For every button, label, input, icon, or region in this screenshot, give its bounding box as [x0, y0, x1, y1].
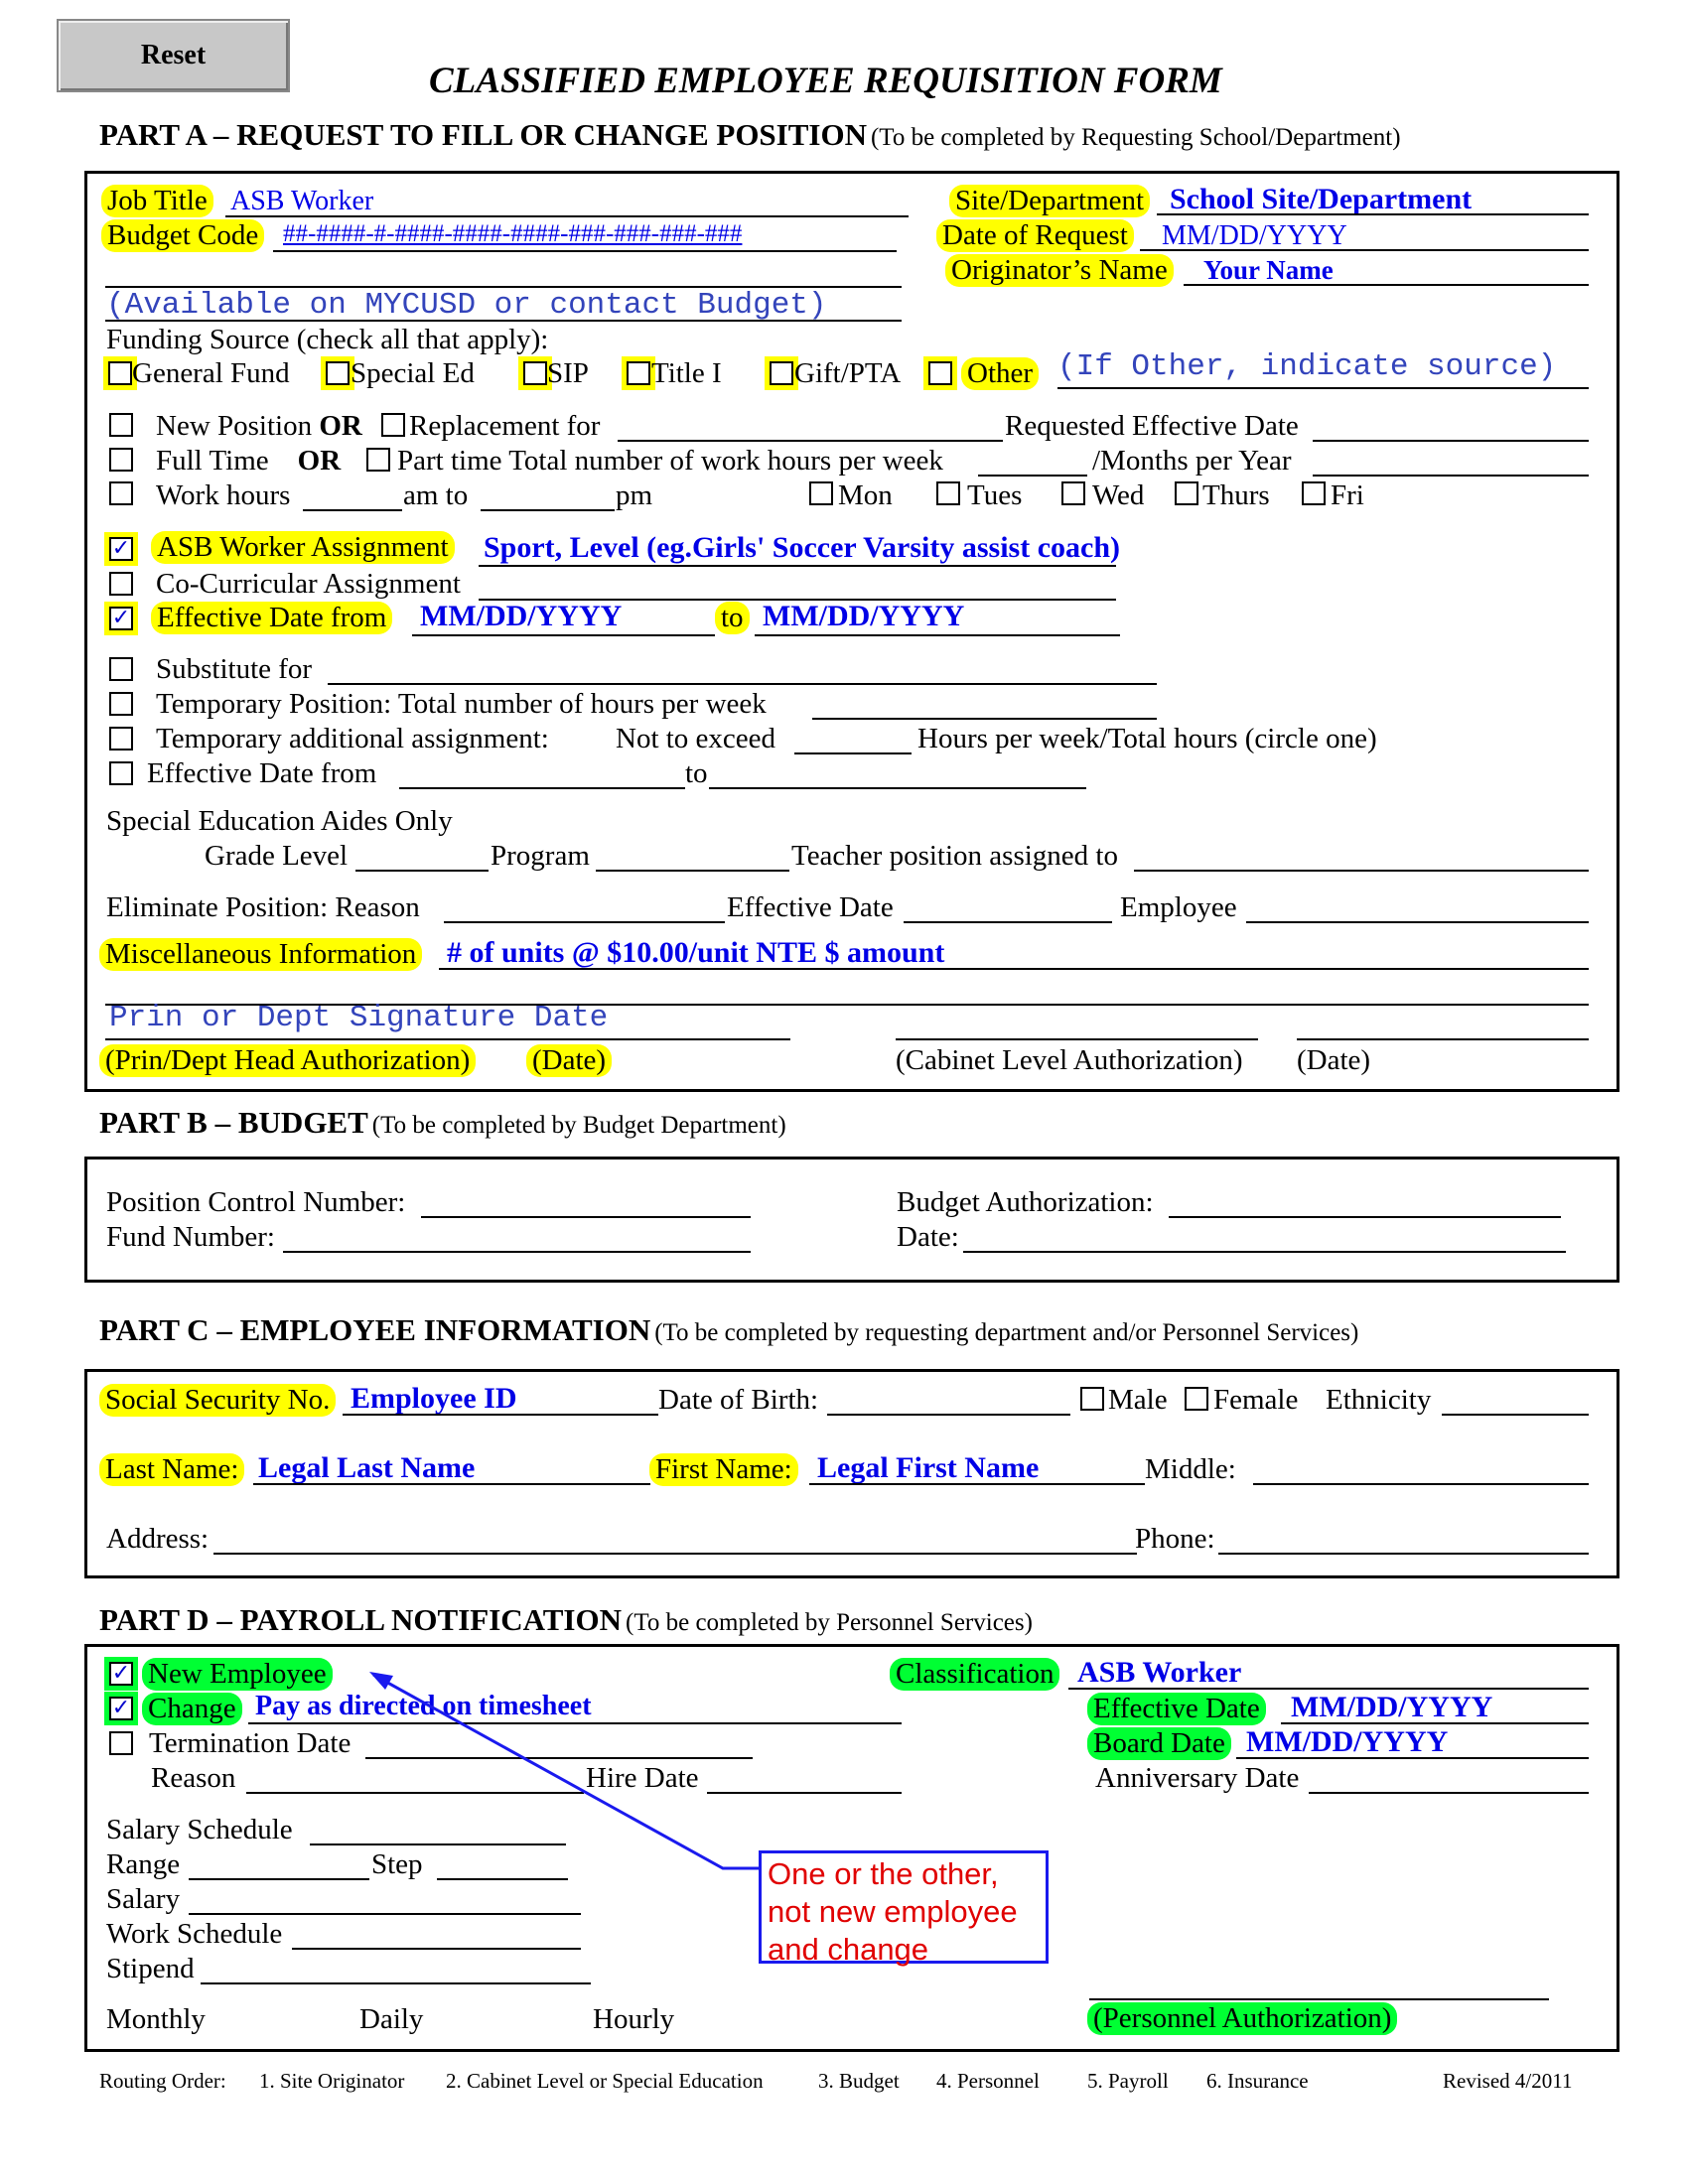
part-d-header: PART D – PAYROLL NOTIFICATION (To be completed by Personnel Services)	[99, 1602, 1033, 1637]
salary-schedule-label: Salary Schedule	[106, 1814, 293, 1845]
day-wed-label: Wed	[1092, 479, 1145, 511]
date-of-request-field[interactable]: MM/DD/YYYY	[1162, 220, 1347, 251]
effective-date-from-field[interactable]: MM/DD/YYYY	[420, 600, 623, 632]
prin-authorization-label: (Prin/Dept Head Authorization)	[99, 1044, 476, 1077]
prin-date-label: (Date)	[526, 1044, 612, 1077]
signature-hint: Prin or Dept Signature Date	[109, 1001, 609, 1035]
day-tues-label: Tues	[967, 479, 1023, 511]
grade-level-label: Grade Level	[205, 840, 349, 872]
funding-title-i-label: Title I	[651, 357, 722, 389]
monthly-label: Monthly	[106, 2003, 206, 2035]
effective-date-to-label: to	[715, 602, 750, 634]
site-department-label: Site/Department	[949, 185, 1150, 217]
male-label: Male	[1108, 1384, 1168, 1416]
first-name-label: First Name:	[649, 1453, 798, 1486]
asb-assignment-checkbox[interactable]: ✓	[109, 537, 133, 561]
job-title-label: Job Title	[101, 185, 213, 217]
funding-source-label: Funding Source (check all that apply):	[106, 324, 549, 355]
position-control-label: Position Control Number:	[106, 1186, 406, 1218]
reset-button[interactable]: Reset	[57, 19, 290, 92]
substitute-label: Substitute for	[156, 653, 313, 685]
phone-label: Phone:	[1135, 1523, 1215, 1555]
work-hours-label: Work hours	[156, 479, 291, 511]
part-a-header: PART A – REQUEST TO FILL OR CHANGE POSITION (To be completed by Requesting School/Department)	[99, 117, 1401, 152]
hourly-label: Hourly	[593, 2003, 675, 2035]
other-source-field[interactable]: (If Other, indicate source)	[1057, 349, 1557, 384]
co-curricular-label: Co-Curricular Assignment	[156, 568, 461, 600]
site-department-field[interactable]: School Site/Department	[1170, 183, 1473, 215]
funding-sip-label: SIP	[547, 357, 589, 389]
originator-name-field[interactable]: Your Name	[1203, 255, 1334, 285]
cabinet-date-label: (Date)	[1297, 1044, 1371, 1076]
board-date-label: Board Date	[1087, 1727, 1231, 1760]
board-date-field[interactable]: MM/DD/YYYY	[1246, 1725, 1449, 1758]
hire-date-label: Hire Date	[586, 1762, 699, 1794]
form-title: CLASSIFIED EMPLOYEE REQUISITION FORM	[429, 61, 1222, 101]
hours-circle-label: Hours per week/Total hours (circle one)	[917, 723, 1377, 754]
range-label: Range	[106, 1848, 181, 1880]
budget-code-label: Budget Code	[101, 219, 264, 252]
part-time-label: Part time Total number of work hours per week	[397, 445, 943, 477]
first-name-field[interactable]: Legal First Name	[817, 1451, 1040, 1484]
effective-date-from-label: Effective Date from	[151, 602, 392, 634]
cabinet-authorization-label: (Cabinet Level Authorization)	[896, 1044, 1243, 1076]
misc-info-label: Miscellaneous Information	[99, 938, 422, 971]
originator-name-label: Originator’s Name	[945, 254, 1174, 287]
step-label: Step	[371, 1848, 423, 1880]
last-name-field[interactable]: Legal Last Name	[258, 1451, 476, 1484]
effective-date-d-field[interactable]: MM/DD/YYYY	[1291, 1691, 1493, 1723]
classification-field[interactable]: ASB Worker	[1077, 1656, 1242, 1689]
effective-date-checkbox[interactable]: ✓	[109, 607, 133, 630]
routing-step-6: 6. Insurance	[1206, 2069, 1309, 2093]
effective-date-to-field[interactable]: MM/DD/YYYY	[763, 600, 965, 632]
annotation-note: One or the other, not new employee and change	[759, 1850, 1049, 1964]
new-position-label: New Position OR	[156, 410, 362, 442]
salary-label: Salary	[106, 1883, 181, 1915]
effective-date-2-label: Effective Date from	[147, 757, 377, 789]
change-checkbox[interactable]: ✓	[109, 1697, 133, 1720]
budget-authorization-label: Budget Authorization:	[897, 1186, 1154, 1218]
part-b-header: PART B – BUDGET (To be completed by Budget Department)	[99, 1105, 786, 1140]
funding-other-label: Other	[961, 357, 1039, 390]
eliminate-effective-date-label: Effective Date	[727, 891, 894, 923]
revised-date: Revised 4/2011	[1443, 2069, 1573, 2093]
female-label: Female	[1213, 1384, 1299, 1416]
stipend-label: Stipend	[106, 1953, 195, 1984]
funding-gift-pta-label: Gift/PTA	[794, 357, 902, 389]
program-label: Program	[491, 840, 590, 872]
full-time-label: Full Time OR	[156, 445, 342, 477]
part-c-header: PART C – EMPLOYEE INFORMATION (To be completed by requesting department and/or Personnel Services)	[99, 1312, 1359, 1347]
date-of-request-label: Date of Request	[936, 219, 1134, 252]
new-employee-label: New Employee	[142, 1658, 333, 1691]
routing-step-2: 2. Cabinet Level or Special Education	[446, 2069, 764, 2093]
not-to-exceed-label: Not to exceed	[616, 723, 776, 754]
termination-date-label: Termination Date	[149, 1727, 352, 1759]
work-schedule-label: Work Schedule	[106, 1918, 283, 1950]
change-field[interactable]: Pay as directed on timesheet	[255, 1691, 592, 1721]
replacement-label: Replacement for	[409, 410, 601, 442]
routing-step-4: 4. Personnel	[936, 2069, 1040, 2093]
address-label: Address:	[106, 1523, 210, 1555]
job-title-field[interactable]: ASB Worker	[230, 186, 374, 216]
middle-label: Middle:	[1145, 1453, 1236, 1485]
eliminate-employee-label: Employee	[1120, 891, 1237, 923]
effective-date-d-label: Effective Date	[1087, 1693, 1266, 1725]
dob-label: Date of Birth:	[658, 1384, 819, 1416]
budget-date-label: Date:	[897, 1221, 959, 1253]
ethnicity-label: Ethnicity	[1326, 1384, 1432, 1416]
budget-hint: (Available on MYCUSD or contact Budget)	[106, 288, 827, 323]
am-to-label: am to	[403, 479, 469, 511]
pm-label: pm	[616, 479, 653, 511]
budget-code-field[interactable]: ##-####-#-####-####-####-###-###-###-###	[283, 220, 743, 247]
fund-number-label: Fund Number:	[106, 1221, 275, 1253]
temporary-additional-label: Temporary additional assignment:	[156, 723, 549, 754]
asb-assignment-label: ASB Worker Assignment	[151, 531, 455, 564]
misc-info-field[interactable]: # of units @ $10.00/unit NTE $ amount	[447, 936, 945, 969]
to-2-label: to	[685, 757, 708, 789]
funding-general-label: General Fund	[132, 357, 290, 389]
routing-step-5: 5. Payroll	[1087, 2069, 1169, 2093]
day-fri-label: Fri	[1331, 479, 1364, 511]
classification-label: Classification	[890, 1658, 1059, 1691]
personnel-authorization-label: (Personnel Authorization)	[1087, 2002, 1397, 2035]
teacher-position-label: Teacher position assigned to	[791, 840, 1118, 872]
ssn-label: Social Security No.	[99, 1384, 336, 1417]
routing-step-3: 3. Budget	[818, 2069, 900, 2093]
temporary-position-label: Temporary Position: Total number of hours per week	[156, 688, 767, 720]
requested-effective-date-label: Requested Effective Date	[1005, 410, 1299, 442]
day-mon-label: Mon	[838, 479, 893, 511]
ssn-field[interactable]: Employee ID	[351, 1382, 517, 1415]
months-per-year-label: /Months per Year	[1092, 445, 1292, 477]
last-name-label: Last Name:	[99, 1453, 244, 1486]
daily-label: Daily	[359, 2003, 424, 2035]
eliminate-position-label: Eliminate Position: Reason	[106, 891, 420, 923]
new-employee-checkbox[interactable]: ✓	[109, 1662, 133, 1686]
asb-assignment-field[interactable]: Sport, Level (eg.Girls' Soccer Varsity assist coach)	[484, 531, 1121, 564]
funding-special-ed-label: Special Ed	[351, 357, 475, 389]
day-thurs-label: Thurs	[1202, 479, 1270, 511]
reason-label: Reason	[151, 1762, 236, 1794]
routing-order-label: Routing Order:	[99, 2069, 226, 2093]
change-label: Change	[142, 1693, 242, 1725]
routing-step-1: 1. Site Originator	[259, 2069, 405, 2093]
special-ed-heading: Special Education Aides Only	[106, 805, 453, 837]
anniversary-date-label: Anniversary Date	[1095, 1762, 1300, 1794]
